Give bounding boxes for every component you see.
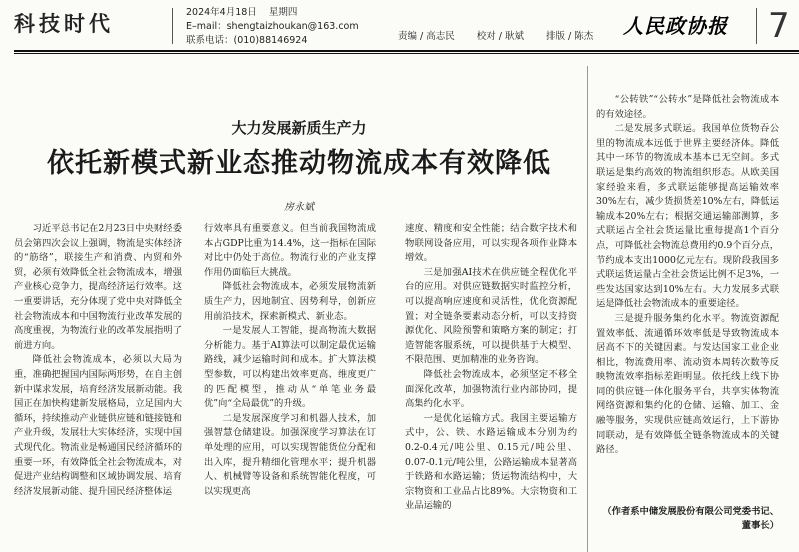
layout-credit: 排版 / 陈杰	[546, 31, 594, 42]
section-title: 科技时代	[14, 12, 114, 36]
article-column-3	[405, 222, 577, 552]
paragraph: 三是加强AI技术在供应链全程优化平台的应用。对供应链数据实时监控分析，可以提高响应速度和灵活性，优化资源配置；对全链条要素动态分析，可以支持资源优化、风险预警和策略方案的制定；打造智能客服系统，可以提供基于大模型、不限范围、更加精准的业务咨询。	[405, 266, 577, 366]
article-headline: 依托新模式新业态推动物流成本有效降低	[47, 148, 551, 179]
paragraph: 习近平总书记在2月23日中央财经委员会第四次会议上强调，物流是实体经济的“筋络”，联接生产和消费、内贸和外贸，必须有效降低全社会物流成本，增强产业核心竞争力，提高经济运行效率。这一重要讲话，充分体现了党中央对降低全社会物流成本和中国物流行业改革发展的高度重视，为物流行业的改革发展指明了前进方向。	[14, 223, 182, 351]
weekday-text: 星期四	[268, 7, 298, 18]
header-divider	[172, 8, 173, 44]
header-divider-right	[756, 8, 757, 44]
paragraph: 一是发展人工智能，提高物流大数据分析能力。基于AI算法可以制定最优运输路线，减少运输时间和成本。扩大算法模型参数，可以构建出效率更高、维度更广的匹配模型，推动从“单笔业务最优”向“全局最优”的升级。	[204, 325, 376, 410]
page-number: 7	[768, 6, 790, 46]
paragraph: “公转铁”“公转水”是降低社会物流成本的有效途径。	[596, 94, 779, 120]
staff-credits	[398, 28, 615, 42]
header-info	[186, 6, 359, 48]
email-text: E–mail：shengtaizhoukan@163.com	[186, 21, 359, 32]
paragraph: 一是优化运输方式。我国主要运输方式中，公、铁、水路运输成本分别为约0.2-0.4元/吨公里、0.15元/吨公里、0.07-0.1元/吨公里，公路运输成本显著高于铁路和水路运输；货运物流结构中，大宗物资和工业品占比89%。大宗物资和工业品运输的	[405, 412, 577, 512]
paragraph: 降低社会物流成本，必须发展物流新质生产力，因地制宜、因势利导，创新应用前沿技术，探索新模式、新业态。	[204, 281, 376, 322]
header-rule	[14, 50, 799, 52]
paragraph: 二是发展深度学习和机器人技术，加强智慧仓储建设。加强深度学习算法在订单处理的应用，可以实现智能货位分配和出入库，提升精细化管理水平；提升机器人、机械臂等设备和系统智能化程度，可以实现更高	[204, 412, 376, 497]
issue-date	[186, 6, 359, 20]
article-byline: 房永斌	[284, 202, 314, 213]
paragraph: 降低社会物流成本，必须以大局为重，准确把握国内国际两形势，在自主创新中谋求发展，培育经济发展新动能。我国正在加快构建新发展格局，立足国内大循环，持续推动产业链供应链和链接链和产业升级，发展壮大实体经济，实现中国式现代化。物流业是畅通国民经济循环的重要一环，有效降低全社会物流成本，对促进产业结构调整和区域协调发展、培育经济发展新动能、提升国民经济整体运	[14, 354, 182, 497]
paragraph: 速度、精度和安全性能；结合数字技术和物联网设备应用，可以实现各项作业降本增效。	[405, 223, 577, 264]
author-note: （作者系中储发展股份有限公司党委书记、董事长）	[602, 506, 779, 531]
proof-credit: 校对 / 耿斌	[476, 31, 524, 42]
article-column-1	[14, 222, 182, 552]
paragraph: 降低社会物流成本，必须坚定不移全面深化改革，加强物流行业内部协同，提高集约化水平。	[405, 368, 577, 410]
header-rule-thin	[14, 53, 799, 54]
phone-text: 联系电话：(010)88146924	[186, 35, 308, 46]
paragraph: 二是发展多式联运。我国单位货物吞公里的物流成本远低于世界主要经济体。降低其中一环节的物流成本基本已无空间。多式联运是集约高效的物流组织形态。从欧美国家经验来看，多式联运能够提高运输效率30%左右，减少货损货差10%左右，降低运输成本20%左右；根据交通运输部测算，多式联运占全社会货运量比重每提高1个百分点，可降低社会物流总费用约0.9个百分点，节约成本支出1000亿元左右。现阶段我国多式联运货运量占全社会货运比例不足3%，一些发达国家达到10%左右。大力发展多式联运是降低社会物流成本的重要途径。	[596, 123, 779, 310]
paragraph: 三是提升服务集约化水平。物流资源配置效率低、流通循环效率低是导致物流成本居高不下的关键因素。与发达国家工业企业相比，物流费用率、流动资本周转次数等反映物流效率指标差距明显。依托线上线下协同的供应链一体化服务平台，共享实体物流网络资源和集约化的仓储、运输、加工、金融等服务，实现供应链高效运行，上下游协同联动，是有效降低全链条物流成本的关键路径。	[596, 312, 779, 456]
article-kicker: 大力发展新质生产力	[231, 119, 367, 137]
column-divider	[587, 66, 588, 552]
page-header	[0, 0, 799, 50]
newspaper-logo: 人民政协报	[623, 14, 728, 38]
editor-credit: 责编 / 高志民	[398, 31, 455, 42]
article-column-2	[204, 222, 376, 552]
date-text: 2024年4月18日	[186, 7, 257, 18]
article-column-4	[596, 93, 779, 523]
paragraph: 行效率具有重要意义。但当前我国物流成本占GDP比重为14.4%，这一指标在国际对比中仍处于高位。物流行业的产业支撑作用仍面临巨大挑战。	[204, 223, 376, 278]
